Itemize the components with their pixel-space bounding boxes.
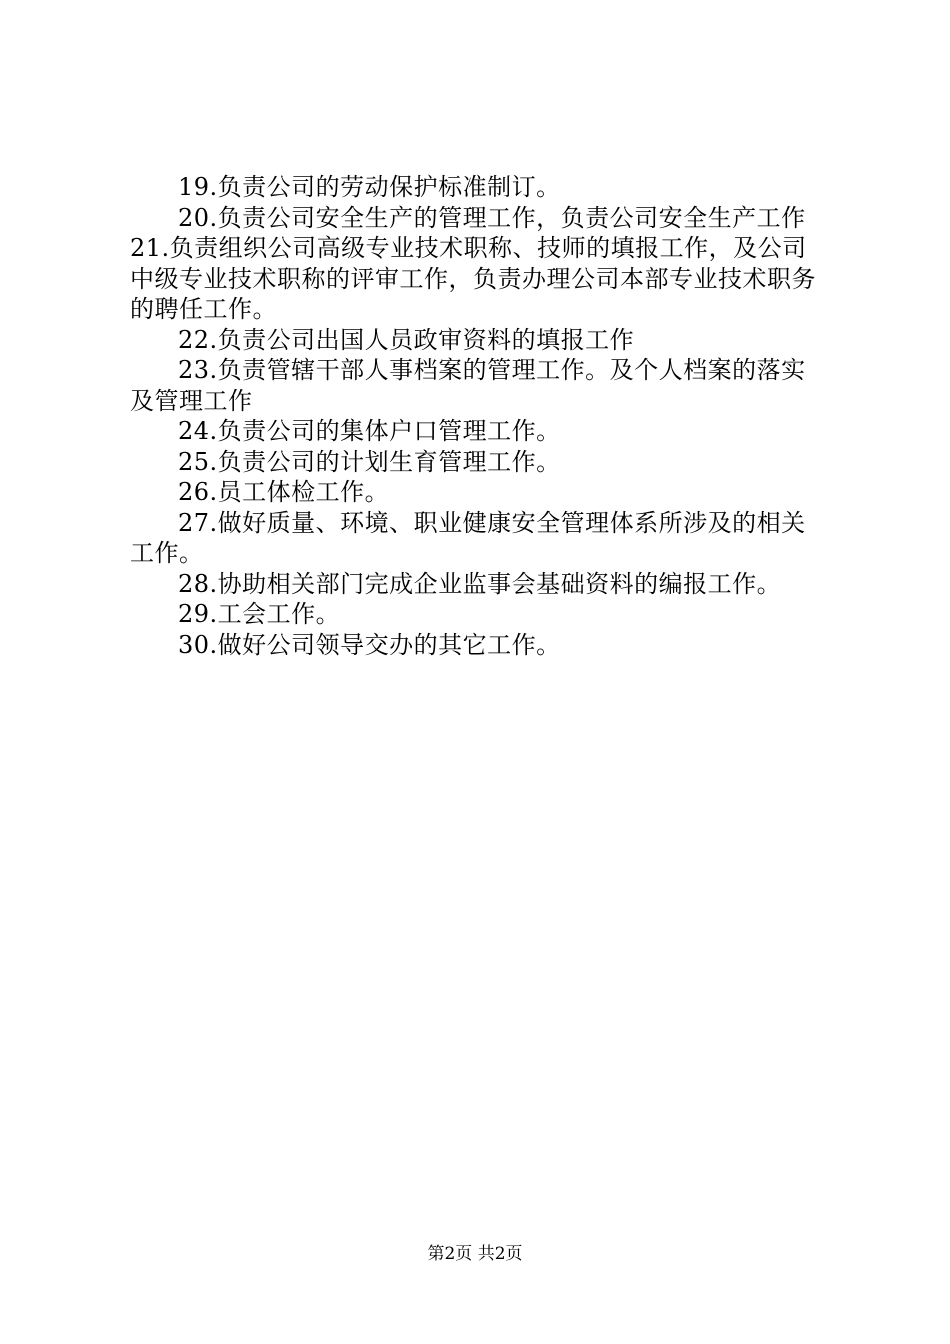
list-item-23: 23.负责管辖干部人事档案的管理工作。及个人档案的落实及管理工作 <box>130 356 806 415</box>
list-item-20: 20.负责公司安全生产的管理工作，负责公司安全生产工作 <box>178 203 806 232</box>
page-footer: 第2页 共2页 <box>427 1244 523 1264</box>
list-item-19: 19.负责公司的劳动保护标准制订。 <box>178 173 561 201</box>
list-item-30: 30.做好公司领导交办的其它工作。 <box>178 630 561 659</box>
list-item-29: 29.工会工作。 <box>178 600 341 628</box>
list-item-26: 26.员工体检工作。 <box>178 478 390 506</box>
list-item-27: 27.做好质量、环境、职业健康安全管理体系所涉及的相关工作。 <box>130 508 806 567</box>
list-item-24: 24.负责公司的集体户口管理工作。 <box>178 417 561 445</box>
list-item-22: 22.负责公司出国人员政审资料的填报工作 <box>178 325 635 354</box>
list-item-28: 28.协助相关部门完成企业监事会基础资料的编报工作。 <box>178 569 782 598</box>
list-item-25: 25.负责公司的计划生育管理工作。 <box>178 447 561 476</box>
document-body <box>130 172 830 660</box>
list-item-21: 21.负责组织公司高级专业技术职称、技师的填报工作，及公司中级专业技术职称的评审工作，负责办理公司本部专业技术职务的聘任工作。 <box>130 234 816 323</box>
